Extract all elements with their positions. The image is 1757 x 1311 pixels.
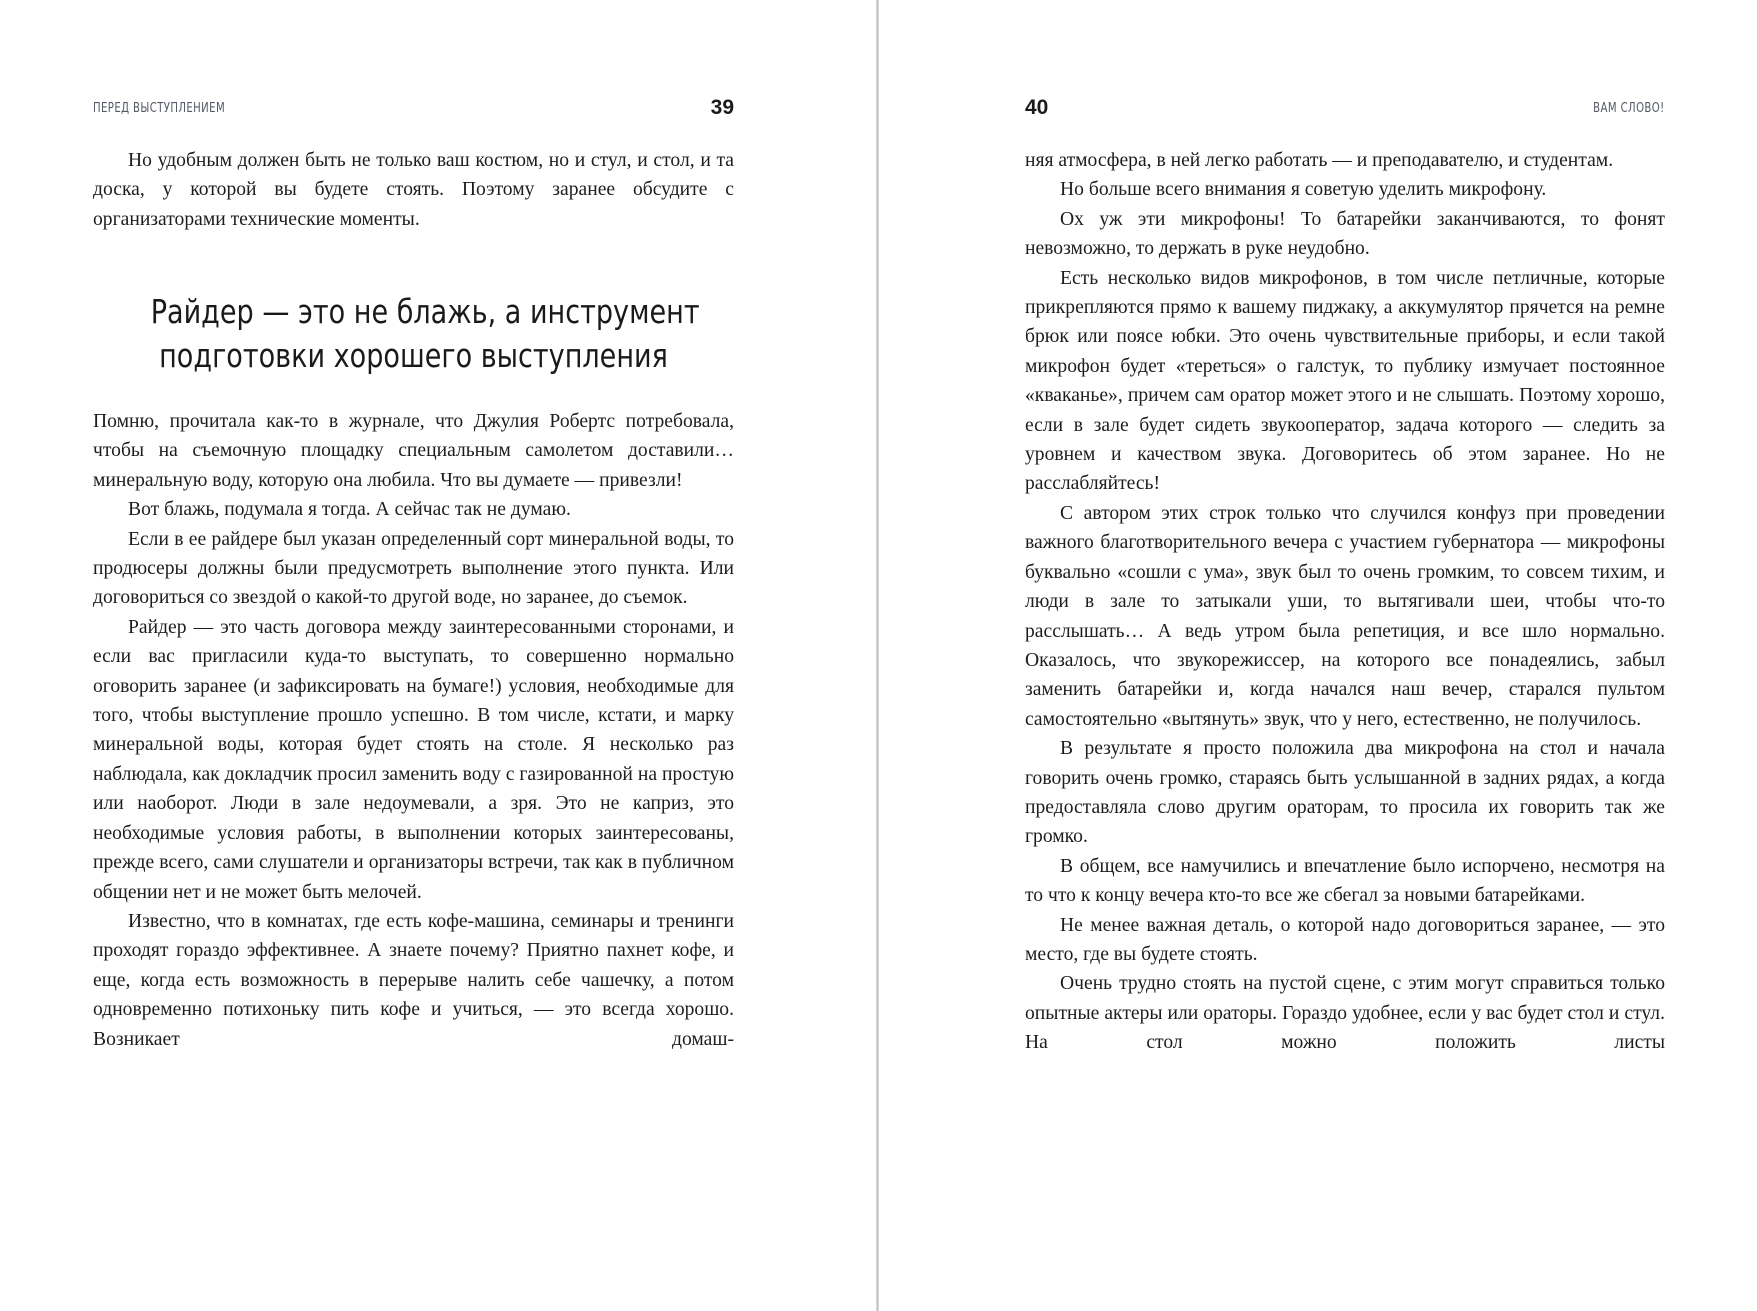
paragraph: В общем, все намучились и впечатление было испорчено, несмотря на то что к концу вечера кто-то все же сбегал за новыми батарейками. xyxy=(1025,855,1665,907)
right-page xyxy=(1025,0,1665,1311)
page-number: 40 xyxy=(1025,96,1049,119)
paragraph: Если в ее райдере был указан определенный сорт минеральной воды, то продюсеры должны были предусмотреть выполнение этого пункта. Или договориться со звездой о какой-то другой воде, но заранее, до съемок. xyxy=(93,528,734,609)
paragraph: С автором этих строк только что случился конфуз при проведении важного благотворительного вечера с участием губернатора — микрофоны буквально «сошли с ума», звук был то очень громким, то совсем тихим, и люди в зале то затыкали уши, то вытягивали шеи, чтобы что-то расслышать… А ведь утром была репетиция, и все шло нормально. Оказалось, что звукорежиссер, на которого все понадеялись, забыл заменить батарейки и, когда начался наш вечер, старался пультом самостоятельно «вытянуть» звук, что у него, естественно, не получилось. xyxy=(1025,502,1665,730)
paragraph: Ох уж эти микрофоны! То батарейки заканчиваются, то фонят невозможно, то держать в руке неудобно. xyxy=(1025,208,1665,260)
heading-line: подготовки хорошего выступления xyxy=(159,336,668,375)
paragraph: няя атмосфера, в ней легко работать — и преподавателю, и студентам. xyxy=(1025,150,1614,171)
left-running-head xyxy=(93,96,734,120)
paragraph: Известно, что в комнатах, где есть кофе-машина, семинары и тренинги проходят гораздо эффективнее. А знаете почему? Приятно пахнет кофе, и еще, когда есть возможность в перерыве налить себе чашечку, а потом одновременно потихоньку пить кофе и учиться, — это всегда хорошо. Возникает домаш- xyxy=(93,910,734,1050)
left-body-text xyxy=(93,407,734,1054)
paragraph: Не менее важная деталь, о которой надо договориться заранее, — это место, где вы будете стоять. xyxy=(1025,914,1665,965)
left-intro-text xyxy=(93,146,734,234)
paragraph: Но удобным должен быть не только ваш костюм, но и стул, и стол, и та доска, у которой вы будете стоять. Поэтому заранее обсудите с организаторами технические моменты. xyxy=(93,150,734,230)
chapter-heading xyxy=(150,290,700,378)
book-gutter xyxy=(876,0,879,1311)
paragraph: Райдер — это часть договора между заинтересованными сторонами, и если вас пригласили куда-то выступать, то совершенно нормально оговорить заранее (и зафиксировать на бумаге!) условия, необходимые для того, чтобы выступление прошло успешно. В том числе, кстати, и марку минеральной воды, которая будет стоять на столе. Я несколько раз наблюдала, как докладчик просил заменить воду с газированной на простую или наоборот. Люди в зале недоумевали, а зря. Это не каприз, это необходимые условия работы, в выполнении которых заинтересованы, прежде всего, сами слушатели и организаторы встречи, так как в публичном общении нет и не может быть мелочей. xyxy=(93,616,734,903)
paragraph: Очень трудно стоять на пустой сцене, с этим могут справиться только опытные актеры или ораторы. Гораздо удобнее, если у вас будет стол и стул. На стол можно положить листы xyxy=(1025,973,1665,1054)
right-body-text xyxy=(1025,146,1665,1058)
paragraph: Есть несколько видов микрофонов, в том числе петличные, которые прикрепляются прямо к вашему пиджаку, а аккумулятор прячется на ремне брюк или поясе юбки. Это очень чувствительные приборы, и если такой микрофон будет «тереться» о галстук, то публику измучает постоянное «кваканье», причем сам оратор может этого и не слышать. Поэтому хорошо, если в зале будет сидеть звукооператор, задача которого — следить за уровнем и качеством звука. Договоритесь об этом заранее. Но не расслабляйтесь! xyxy=(1025,267,1665,495)
heading-line: Райдер — это не блажь, а инструмент xyxy=(150,292,700,331)
left-page xyxy=(93,0,734,1311)
paragraph: Вот блажь, подумала я тогда. А сейчас так не думаю. xyxy=(128,499,571,521)
paragraph: В результате я просто положила два микрофона на стол и начала говорить очень громко, стараясь быть услышанной в задних рядах, а когда предоставляла слово другим ораторам, то просила их говорить так же громко. xyxy=(1025,738,1665,848)
section-title: ВАМ СЛОВО! xyxy=(1593,101,1665,116)
section-title: ПЕРЕД ВЫСТУПЛЕНИЕМ xyxy=(93,101,226,116)
page-number: 39 xyxy=(710,96,734,119)
paragraph: Но больше всего внимания я советую уделить микрофону. xyxy=(1060,179,1547,201)
paragraph: Помню, прочитала как-то в журнале, что Джулия Робертс потребовала, чтобы на съемочную площадку специальным самолетом доставили… минеральную воду, которую она любила. Что вы думаете — привезли! xyxy=(93,411,734,491)
right-running-head xyxy=(1025,96,1665,120)
